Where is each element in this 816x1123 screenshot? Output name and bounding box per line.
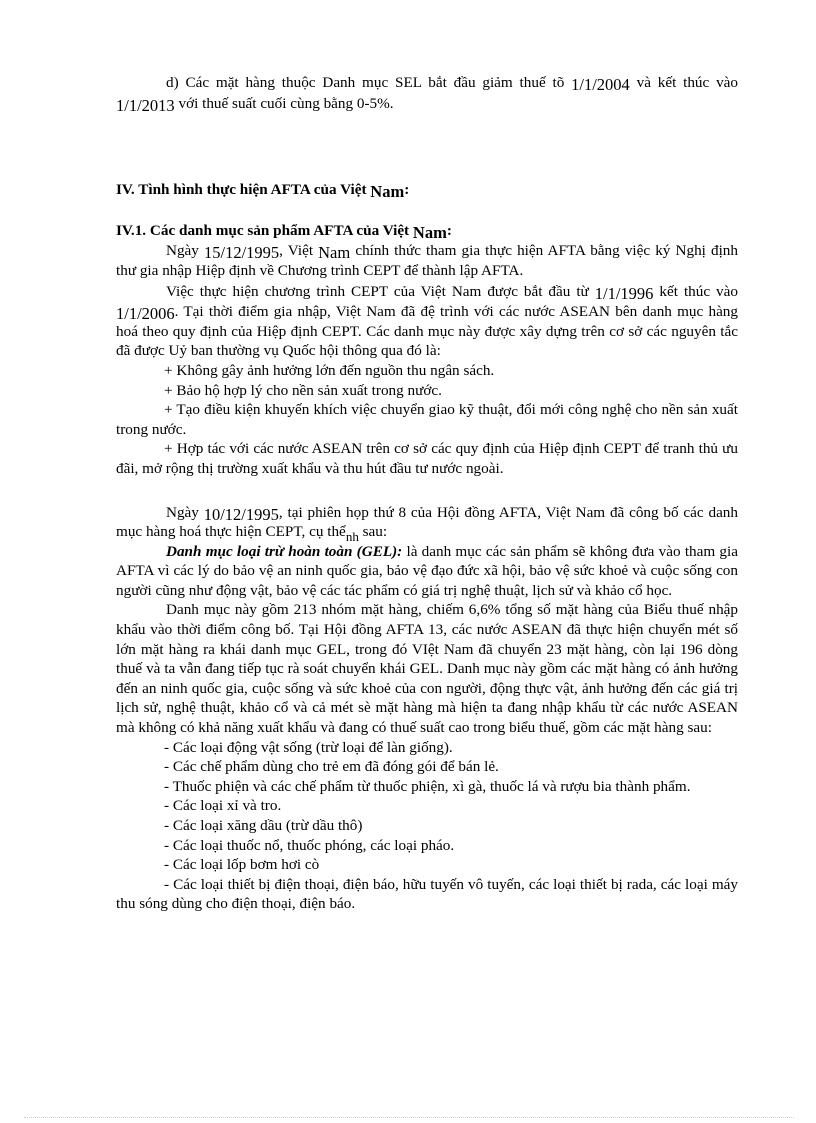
text-run: với thuế suất cuối cùng bằng 0-5%. xyxy=(174,94,394,112)
list-item: - Các loại xỉ và tro. xyxy=(164,797,282,815)
list-item: - Các loại thiết bị điện thoại, điện báo, hữu tuyến vô tuyến, các loại thiết bị rada, các loại máy thu sóng dùng cho điện thoại, điện báo. xyxy=(116,875,738,913)
heading-text: IV.1. Các danh mục sản phẩm AFTA của Việt xyxy=(116,221,413,239)
text-run: d) Các mặt hàng thuộc Danh mục SEL bắt đầu giảm thuế tõ xyxy=(166,74,572,91)
heading-text: Nam xyxy=(412,222,447,242)
heading-text: Nam xyxy=(370,182,405,202)
list-item: - Các loại động vật sống (trừ loại để làn giống). xyxy=(164,738,453,756)
paragraph-3 xyxy=(116,502,738,545)
principle-item: + Hợp tác với các nước ASEAN trên cơ sở các quy định của Hiệp định CEPT để tranh thủ ưu đãi, mở rộng thị trường xuất khẩu và thu hút đầu tư nước ngoài. xyxy=(116,440,738,477)
principle-item: + Bảo hộ hợp lý cho nền sản xuất trong nước. xyxy=(164,381,442,399)
paragraph-2 xyxy=(116,281,738,361)
text-run: và kết thúc vào xyxy=(629,74,739,91)
heading-text: IV. Tình hình thực hiện AFTA của Việt xyxy=(116,181,371,199)
text-run: chính thức tham gia thực hiện AFTA bằng việc ký Nghị định thư gia nhập Hiệp định về Chương trình CEPT để thành lập AFTA. xyxy=(116,242,738,279)
text-run: nh xyxy=(345,529,359,545)
date-text: 1/1/2013 xyxy=(116,95,175,115)
text-run: Ngày xyxy=(166,242,204,260)
page-bottom-border xyxy=(24,1117,794,1118)
text-run: , Việt xyxy=(279,242,319,260)
text-run: là danh mục các sản phẩm sẽ không đưa vào tham gia AFTA vì các lý do bảo vệ an ninh quốc gia, bảo vệ đạo đức xã hội, bảo vệ sức khoẻ và cuộc sống con người cũng như động vật, bảo vệ các tác phẩm có giá trị nghệ thuật, lịch sử và khảo cổ học. xyxy=(116,542,738,599)
date-text: 1/1/2006 xyxy=(116,304,175,324)
list-item: - Các chế phẩm dùng cho trẻ em đã đóng gói để bán lẻ. xyxy=(164,758,499,776)
principle-item: + Tạo điều kiện khuyến khích việc chuyển giao kỹ thuật, đổi mới công nghệ cho nền sản xuất trong nước. xyxy=(116,401,738,438)
text-run: Việc thực hiện chương trình CEPT của Việt Nam được bắt đầu từ xyxy=(166,282,595,300)
heading-text: : xyxy=(404,181,410,199)
list-item: - Các loại thuốc nổ, thuốc phóng, các loại pháo. xyxy=(164,836,455,854)
date-text: 10/12/1995 xyxy=(203,504,279,524)
paragraph-1 xyxy=(116,240,738,280)
heading-iv xyxy=(116,179,738,200)
heading-text: : xyxy=(446,221,452,239)
list-item: - Thuốc phiện và các chế phẩm từ thuốc phiện, xì gà, thuốc lá và rượu bia thành phẩm. xyxy=(164,777,691,795)
gel-title: Danh mục loại trừ hoàn toàn (GEL): xyxy=(166,542,403,560)
list-item: - Các loại xăng dầu (trừ dầu thô) xyxy=(164,817,363,834)
date-text: 15/12/1995 xyxy=(204,243,280,263)
text-run: , tại phiên họp thứ 8 của Hội đồng AFTA, Việt Nam đã công bố các danh mục hàng hoá thực hiện CEPT, cụ thể xyxy=(116,503,738,541)
text-run: Ngày xyxy=(166,503,204,521)
text-run: Nam xyxy=(318,243,351,263)
date-text: 1/1/2004 xyxy=(571,75,630,94)
document-page xyxy=(116,72,738,914)
paragraph-4: Danh mục này gồm 213 nhóm mặt hàng, chiếm 6,6% tổng số mặt hàng của Biểu thuế nhập khẩu vào thời điểm công bố. Tại Hội đồng AFTA 13, các nước ASEAN đã thực hiện chuyển mét số lớn mặt hàng ra khái danh mục GEL, trong đó VIệt Nam đã chuyển 23 mặt hàng, còn lại 196 dòng thuế và ta vẫn đang tiếp tục rà soát chuyển khái GEL. Danh mục này gồm các mặt hàng có ảnh hưởng đến an ninh quốc gia, cuộc sống và sức khoẻ của con người, động thực vật, ảnh hưởng đến các giá trị lịch sử, nghệ thuật, khảo cổ và cả mét sè mặt hàng mà hiện ta đang nhập khẩu từ các nước ASEAN mà không có khả năng xuất khẩu và đang có thuế suất cao trong biểu thuế, gồm các mặt hàng sau: xyxy=(116,601,738,737)
date-text: 1/1/1996 xyxy=(594,283,654,303)
gel-paragraph xyxy=(116,542,738,601)
heading-iv-1 xyxy=(116,220,738,241)
text-run: kết thúc vào xyxy=(653,282,738,300)
section-d-paragraph xyxy=(116,72,738,113)
list-item: - Các loại lốp bơm hơi cò xyxy=(164,856,320,874)
text-run: sau: xyxy=(358,523,388,541)
text-run: . Tại thời điểm gia nhập, Việt Nam đã đệ trình với các nước ASEAN bên danh mục hàng hoá theo quy định của Hiệp định CEPT. Các danh mục này được xây dựng trên cơ sở các nguyên tắc đã được Uỷ ban thường vụ Quốc hội thông qua đó là: xyxy=(116,303,738,360)
principle-item: + Không gây ảnh hưởng lớn đến nguồn thu ngân sách. xyxy=(164,361,495,379)
